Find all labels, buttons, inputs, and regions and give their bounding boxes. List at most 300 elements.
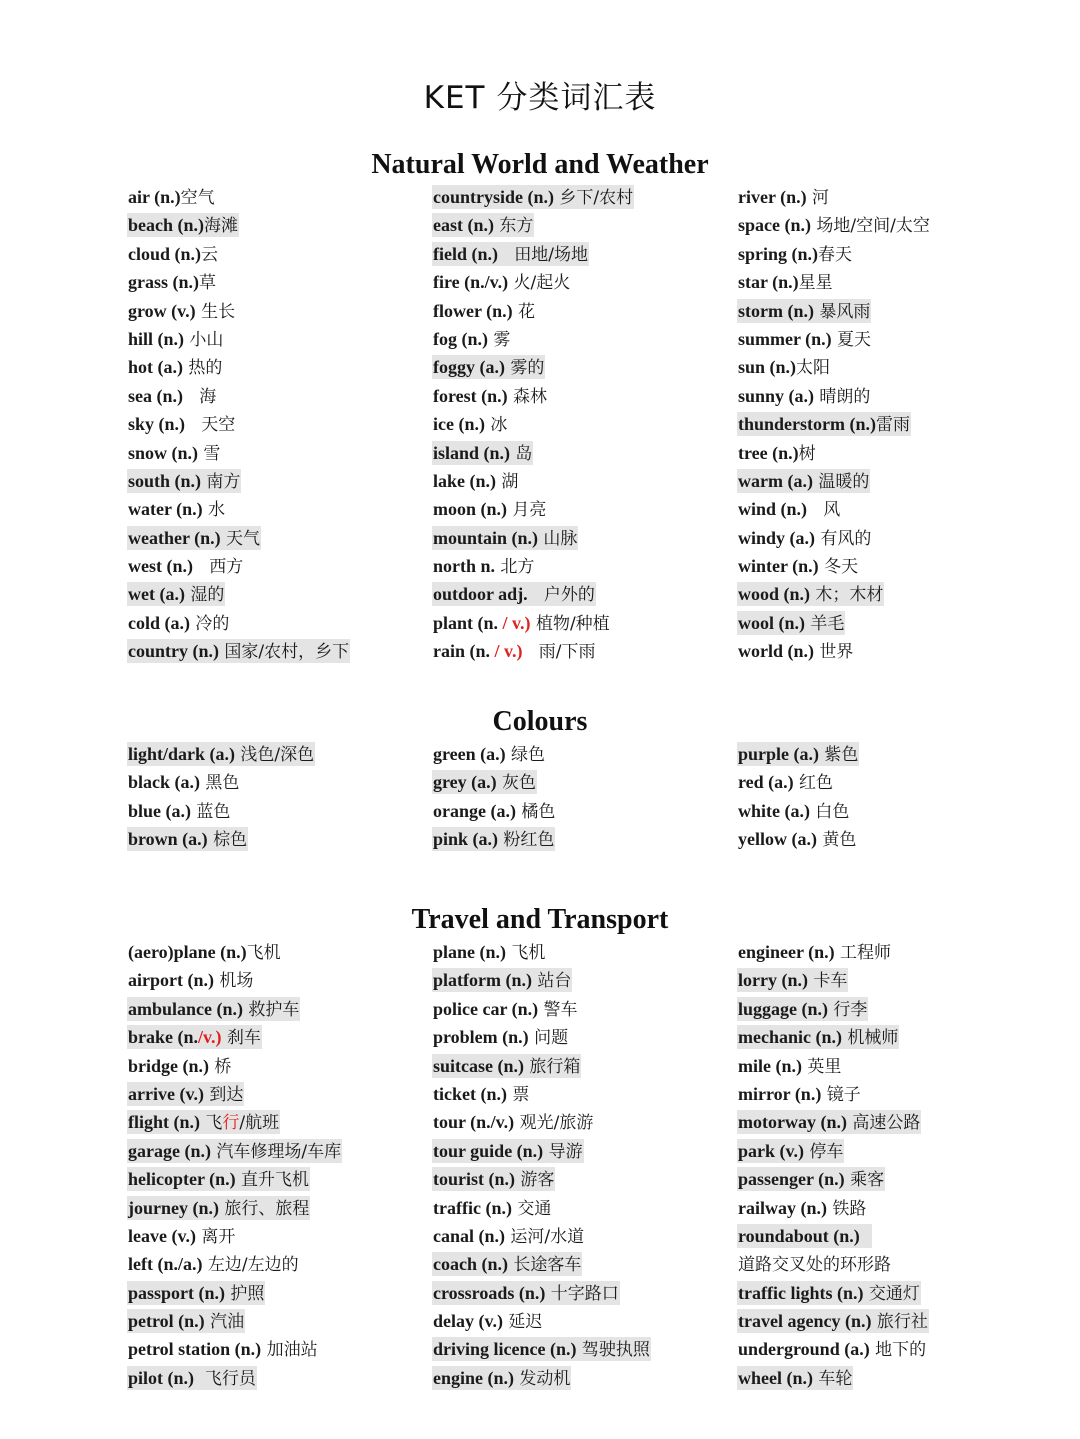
english-term: yellow (a.) bbox=[738, 829, 817, 850]
vocab-entry bbox=[127, 299, 350, 327]
vocab-entry bbox=[127, 1167, 342, 1195]
chinese-meaning: 雾的 bbox=[504, 358, 545, 379]
vocab-entry bbox=[127, 384, 350, 412]
vocab-entry bbox=[432, 355, 634, 383]
word bbox=[127, 968, 254, 992]
highlighted-word bbox=[432, 526, 578, 550]
chinese-meaning: 湿的 bbox=[184, 585, 225, 606]
word bbox=[432, 270, 571, 294]
chinese-meaning: 飞机 bbox=[246, 943, 281, 963]
chinese-meaning: 热的 bbox=[183, 358, 223, 379]
english-term: red (a.) bbox=[738, 772, 794, 793]
word bbox=[127, 611, 230, 635]
word bbox=[737, 384, 871, 408]
word bbox=[737, 827, 857, 851]
highlighted-word bbox=[127, 1366, 257, 1390]
english-term: orange (a.) bbox=[433, 800, 516, 821]
vocab-entry bbox=[432, 1366, 651, 1394]
chinese-meaning: 世界 bbox=[814, 642, 854, 663]
word bbox=[432, 1110, 594, 1134]
english-term: wheel (n.) bbox=[738, 1367, 813, 1388]
english-term: forest (n.) bbox=[433, 385, 508, 406]
chinese-meaning: 户外的 bbox=[527, 585, 595, 606]
vocab-entry bbox=[737, 384, 931, 412]
english-term: rain (n. bbox=[433, 641, 495, 662]
vocab-entry bbox=[432, 299, 634, 327]
vocab-entry bbox=[127, 639, 350, 667]
word bbox=[737, 1054, 842, 1078]
chinese-meaning: 温暖的 bbox=[812, 471, 870, 492]
english-term: leave (v.) bbox=[128, 1225, 196, 1246]
chinese-meaning: 刹车 bbox=[221, 1028, 261, 1049]
word bbox=[432, 327, 511, 351]
chinese-meaning: 羊毛 bbox=[805, 613, 845, 634]
page-title: KET 分类词汇表 bbox=[423, 80, 657, 116]
english-term: brake (n. bbox=[128, 1027, 199, 1048]
english-term: river (n.) bbox=[738, 187, 807, 207]
chinese-meaning: 有风的 bbox=[815, 528, 872, 549]
chinese-meaning: 夏天 bbox=[831, 329, 872, 350]
vocab-entry bbox=[432, 1252, 651, 1280]
chinese-meaning: 东方 bbox=[494, 216, 534, 237]
english-term: passenger (n.) bbox=[738, 1169, 845, 1190]
chinese-meaning: 到达 bbox=[203, 1084, 244, 1105]
chinese-meaning-extra: /航班 bbox=[239, 1113, 280, 1134]
vocab-entry bbox=[737, 799, 859, 827]
vocab-entry bbox=[432, 1224, 651, 1252]
english-term: black (a.) bbox=[128, 772, 200, 793]
chinese-meaning: 工程师 bbox=[834, 943, 892, 963]
vocab-entry bbox=[737, 1025, 929, 1053]
chinese-meaning: 冬天 bbox=[818, 557, 859, 578]
vocab-entry bbox=[737, 526, 931, 554]
english-term: mountain (n.) bbox=[433, 527, 539, 548]
english-term: brown (a.) bbox=[128, 829, 208, 850]
english-term: grow (v.) bbox=[128, 300, 196, 321]
word bbox=[737, 242, 853, 266]
chinese-meaning: 红色 bbox=[793, 773, 834, 794]
vocab-entry bbox=[127, 412, 350, 440]
english-term: mile (n.) bbox=[738, 1055, 802, 1076]
english-term: ambulance (n.) bbox=[128, 998, 244, 1019]
highlighted-word bbox=[737, 611, 845, 635]
part-of-speech-highlight: / v.) bbox=[494, 641, 523, 662]
vocab-column-2 bbox=[432, 742, 556, 856]
english-term: travel agency (n.) bbox=[738, 1311, 872, 1332]
vocab-entry bbox=[432, 582, 634, 610]
chinese-meaning: 橘色 bbox=[515, 801, 556, 822]
vocab-entry bbox=[737, 827, 859, 855]
english-term: driving licence (n.) bbox=[433, 1339, 577, 1360]
vocab-entry bbox=[737, 469, 931, 497]
english-term: garage (n.) bbox=[128, 1140, 211, 1161]
vocab-entry bbox=[432, 1281, 651, 1309]
highlighted-word bbox=[737, 412, 911, 436]
vocab-entry bbox=[737, 185, 931, 213]
vocab-entry bbox=[127, 242, 350, 270]
highlighted-word bbox=[737, 1281, 921, 1305]
vocab-entry bbox=[737, 1224, 929, 1252]
english-term: plane (n.) bbox=[433, 942, 507, 962]
highlighted-word bbox=[432, 770, 537, 794]
chinese-meaning: 机械师 bbox=[841, 1028, 899, 1049]
english-term: hot (a.) bbox=[128, 357, 183, 378]
chinese-meaning: 护照 bbox=[225, 1283, 265, 1304]
vocab-entry bbox=[127, 185, 350, 213]
chinese-meaning: 镜子 bbox=[821, 1084, 861, 1105]
english-term: light/dark (a.) bbox=[128, 744, 236, 764]
vocab-entry bbox=[737, 1252, 929, 1280]
vocab-entry bbox=[432, 185, 634, 213]
english-term: grass (n.) bbox=[128, 272, 199, 293]
highlighted-word bbox=[127, 997, 300, 1021]
vocab-entry bbox=[127, 355, 350, 383]
english-term: traffic lights (n.) bbox=[738, 1282, 864, 1303]
english-term: field (n.) bbox=[433, 243, 498, 264]
vocab-entry bbox=[127, 554, 350, 582]
english-term: railway (n.) bbox=[738, 1197, 827, 1218]
section-heading: Travel and Transport bbox=[411, 904, 669, 935]
english-term: north n. bbox=[433, 556, 496, 577]
vocab-entry bbox=[127, 968, 342, 996]
chinese-meaning: 粉红色 bbox=[498, 830, 555, 851]
chinese-meaning: 花 bbox=[512, 301, 536, 322]
english-term: left (n./a.) bbox=[128, 1254, 203, 1275]
chinese-meaning: 高速公路 bbox=[846, 1113, 921, 1134]
highlighted-word bbox=[737, 582, 884, 606]
chinese-meaning: 观光/旅游 bbox=[514, 1113, 594, 1134]
chinese-meaning: 木；木材 bbox=[810, 585, 884, 606]
english-term: pink (a.) bbox=[433, 829, 499, 850]
english-term: police car (n.) bbox=[433, 998, 539, 1019]
vocab-entry bbox=[432, 742, 556, 770]
chinese-meaning: 救护车 bbox=[243, 999, 300, 1020]
word bbox=[737, 639, 854, 663]
chinese-meaning: 站台 bbox=[531, 971, 572, 992]
vocab-column-3 bbox=[737, 742, 859, 856]
word bbox=[432, 497, 547, 521]
chinese-meaning: 发动机 bbox=[514, 1368, 571, 1389]
highlighted-word bbox=[432, 1167, 555, 1191]
english-term: storm (n.) bbox=[738, 300, 814, 321]
english-term: mechanic (n.) bbox=[738, 1027, 842, 1048]
vocab-entry bbox=[737, 1196, 929, 1224]
chinese-meaning: 湖 bbox=[496, 471, 519, 492]
chinese-meaning: 草 bbox=[199, 273, 216, 294]
english-term: petrol (n.) bbox=[128, 1311, 205, 1332]
chinese-meaning: 道路交叉处的环形路 bbox=[738, 1255, 891, 1276]
vocab-entry bbox=[127, 327, 350, 355]
english-term: world (n.) bbox=[738, 641, 814, 662]
part-of-speech-highlight: / v.) bbox=[502, 612, 531, 633]
chinese-meaning: 票 bbox=[506, 1084, 530, 1105]
highlighted-word bbox=[432, 1054, 581, 1078]
english-term: summer (n.) bbox=[738, 328, 832, 349]
highlighted-word bbox=[127, 827, 248, 851]
english-term: fog (n.) bbox=[433, 328, 488, 349]
highlighted-word bbox=[737, 299, 871, 323]
chinese-meaning: 森林 bbox=[507, 386, 548, 407]
section-colours bbox=[0, 702, 1080, 872]
english-term: space (n.) bbox=[738, 215, 811, 236]
highlighted-word bbox=[432, 1281, 620, 1305]
vocab-entry bbox=[737, 1281, 929, 1309]
word bbox=[737, 770, 834, 794]
highlighted-word bbox=[432, 185, 634, 209]
word bbox=[432, 412, 508, 436]
chinese-meaning: 树 bbox=[798, 443, 816, 464]
word bbox=[127, 441, 221, 465]
highlighted-word bbox=[432, 242, 589, 266]
chinese-meaning: 西方 bbox=[193, 557, 244, 578]
english-term: wood (n.) bbox=[738, 584, 811, 605]
word bbox=[737, 1082, 862, 1106]
chinese-meaning: 运河/水道 bbox=[505, 1226, 585, 1247]
english-term: pilot (n.) bbox=[128, 1367, 195, 1388]
word bbox=[432, 1224, 585, 1248]
english-term: lorry (n.) bbox=[738, 970, 808, 991]
chinese-meaning: 蓝色 bbox=[191, 801, 231, 822]
english-term: motorway (n.) bbox=[738, 1112, 847, 1133]
vocab-entry bbox=[432, 940, 651, 968]
english-term: winter (n.) bbox=[738, 556, 819, 577]
word bbox=[432, 1196, 552, 1220]
vocab-entry bbox=[737, 770, 859, 798]
word bbox=[737, 497, 841, 521]
english-term: flower (n.) bbox=[433, 300, 513, 321]
section-heading: Natural World and Weather bbox=[371, 149, 709, 180]
highlighted-word bbox=[432, 827, 555, 851]
english-term: island (n.) bbox=[433, 442, 511, 463]
vocab-entry bbox=[737, 1054, 929, 1082]
chinese-meaning: 飞 bbox=[200, 1113, 223, 1134]
highlighted-word bbox=[737, 1224, 872, 1248]
highlighted-word bbox=[432, 1366, 571, 1390]
word bbox=[127, 554, 244, 578]
word bbox=[127, 1337, 319, 1361]
vocab-entry bbox=[737, 639, 931, 667]
word bbox=[127, 270, 217, 294]
vocab-entry bbox=[737, 554, 931, 582]
vocab-column-1 bbox=[127, 940, 342, 1394]
word bbox=[127, 1224, 236, 1248]
english-term: helicopter (n.) bbox=[128, 1169, 236, 1190]
english-term: grey (a.) bbox=[433, 772, 497, 793]
chinese-meaning: 车轮 bbox=[813, 1368, 853, 1389]
chinese-meaning: 游客 bbox=[515, 1170, 555, 1191]
chinese-meaning: 长途客车 bbox=[508, 1255, 582, 1276]
word bbox=[127, 1252, 300, 1276]
word bbox=[127, 327, 224, 351]
vocab-entry bbox=[432, 827, 556, 855]
chinese-meaning: 水 bbox=[202, 500, 226, 521]
vocab-entry bbox=[127, 1281, 342, 1309]
chinese-meaning: 灰色 bbox=[496, 773, 537, 794]
word bbox=[127, 770, 240, 794]
vocab-entry bbox=[432, 270, 634, 298]
highlighted-word bbox=[127, 1082, 244, 1106]
vocab-entry bbox=[127, 742, 315, 770]
vocab-entry bbox=[432, 213, 634, 241]
vocab-entry bbox=[127, 827, 315, 855]
chinese-meaning: 驾驶执照 bbox=[576, 1340, 650, 1361]
chinese-meaning: 暴风雨 bbox=[813, 301, 871, 322]
english-term: green (a.) bbox=[433, 744, 506, 764]
chinese-meaning: 机场 bbox=[213, 971, 254, 992]
vocab-entry bbox=[432, 639, 634, 667]
english-term: traffic (n.) bbox=[433, 1197, 512, 1218]
english-term: petrol station (n.) bbox=[128, 1339, 262, 1360]
chinese-meaning: 棕色 bbox=[207, 830, 248, 851]
word bbox=[737, 799, 850, 823]
english-term: platform (n.) bbox=[433, 970, 532, 991]
vocab-entry bbox=[127, 213, 350, 241]
word bbox=[432, 799, 556, 823]
chinese-meaning: 地下的 bbox=[869, 1340, 927, 1361]
chinese-meaning: 春天 bbox=[818, 244, 853, 265]
word bbox=[737, 554, 859, 578]
english-term: engine (n.) bbox=[433, 1367, 514, 1388]
vocab-entry bbox=[737, 1366, 929, 1394]
chinese-meaning: 北方 bbox=[495, 557, 535, 578]
highlighted-word bbox=[127, 1025, 262, 1049]
highlighted-word bbox=[432, 582, 596, 606]
english-term: purple (a.) bbox=[738, 744, 819, 764]
english-term: warm (a.) bbox=[738, 470, 813, 491]
english-term: fire (n./v.) bbox=[433, 272, 509, 293]
vocab-entry bbox=[127, 1337, 342, 1365]
section-travel-transport bbox=[0, 900, 1080, 1410]
english-term: crossroads (n.) bbox=[433, 1282, 546, 1303]
english-term: cold (a.) bbox=[128, 612, 190, 633]
word bbox=[127, 185, 216, 209]
vocab-entry bbox=[432, 1167, 651, 1195]
vocab-column-3 bbox=[737, 940, 929, 1394]
highlighted-word bbox=[127, 639, 350, 663]
english-term: bridge (n.) bbox=[128, 1055, 209, 1076]
word bbox=[737, 355, 831, 379]
chinese-meaning: 风 bbox=[807, 500, 841, 521]
chinese-meaning: 岛 bbox=[510, 443, 533, 464]
vocab-entry bbox=[432, 554, 634, 582]
english-term: coach (n.) bbox=[433, 1254, 508, 1275]
highlighted-word bbox=[432, 1139, 584, 1163]
chinese-meaning: 黄色 bbox=[816, 830, 857, 851]
word bbox=[127, 299, 236, 323]
english-term: tour (n./v.) bbox=[433, 1112, 515, 1133]
english-term: roundabout (n.) bbox=[738, 1225, 860, 1246]
chinese-meaning: 行李 bbox=[828, 999, 868, 1020]
word bbox=[737, 1252, 892, 1276]
english-term: sky (n.) bbox=[128, 414, 186, 435]
vocab-entry bbox=[737, 327, 931, 355]
vocab-entry bbox=[737, 1139, 929, 1167]
word bbox=[737, 526, 872, 550]
english-term: passport (n.) bbox=[128, 1282, 226, 1303]
chinese-meaning: 桥 bbox=[209, 1056, 232, 1077]
word bbox=[127, 242, 219, 266]
highlighted-word bbox=[432, 213, 534, 237]
english-term: east (n.) bbox=[433, 215, 494, 236]
chinese-meaning: 警车 bbox=[538, 999, 578, 1020]
vocab-entry bbox=[432, 412, 634, 440]
english-term: tree (n.) bbox=[738, 442, 799, 463]
chinese-meaning: 场地/空间/太空 bbox=[811, 216, 930, 237]
chinese-meaning: 冰 bbox=[484, 415, 508, 436]
word bbox=[127, 1054, 232, 1078]
vocab-entry bbox=[737, 270, 931, 298]
word bbox=[432, 611, 611, 635]
english-term: mirror (n.) bbox=[738, 1083, 822, 1104]
vocab-entry bbox=[432, 1139, 651, 1167]
word bbox=[737, 1196, 867, 1220]
english-term: problem (n.) bbox=[433, 1027, 529, 1048]
english-term: journey (n.) bbox=[128, 1197, 219, 1218]
english-term: thunderstorm (n.) bbox=[738, 414, 876, 435]
word bbox=[432, 1025, 569, 1049]
english-term: foggy (a.) bbox=[433, 357, 505, 378]
chinese-meaning: 海 bbox=[183, 386, 217, 407]
vocab-entry bbox=[127, 997, 342, 1025]
vocab-entry bbox=[737, 441, 931, 469]
vocab-entry bbox=[737, 968, 929, 996]
english-term: countryside (n.) bbox=[433, 187, 554, 207]
chinese-meaning: 直升飞机 bbox=[235, 1170, 310, 1191]
vocab-entry bbox=[127, 1139, 342, 1167]
vocab-entry bbox=[432, 1196, 651, 1224]
highlighted-word bbox=[432, 441, 533, 465]
chinese-meaning: 月亮 bbox=[507, 500, 547, 521]
highlighted-word bbox=[737, 968, 848, 992]
chinese-meaning: 空气 bbox=[180, 188, 215, 208]
vocab-entry bbox=[432, 1025, 651, 1053]
highlighted-word bbox=[737, 742, 859, 766]
chinese-meaning: 紫色 bbox=[819, 745, 859, 765]
vocab-entry bbox=[432, 611, 634, 639]
chinese-meaning: 旅行、旅程 bbox=[219, 1198, 310, 1219]
word bbox=[127, 497, 226, 521]
chinese-meaning: 黑色 bbox=[200, 773, 240, 794]
english-term: snow (n.) bbox=[128, 442, 199, 463]
vocab-entry bbox=[432, 1054, 651, 1082]
vocab-entry bbox=[432, 1309, 651, 1337]
english-term: white (a.) bbox=[738, 800, 810, 821]
chinese-meaning: 雨/下雨 bbox=[522, 642, 596, 663]
highlighted-word bbox=[432, 1252, 582, 1276]
vocab-entry bbox=[737, 1082, 929, 1110]
chinese-meaning: 英里 bbox=[801, 1056, 842, 1077]
chinese-meaning: 火/起火 bbox=[508, 273, 571, 294]
vocab-entry bbox=[127, 1054, 342, 1082]
chinese-meaning: 卡车 bbox=[807, 971, 848, 992]
word bbox=[737, 441, 817, 465]
english-term: spring (n.) bbox=[738, 243, 819, 264]
vocab-entry bbox=[432, 242, 634, 270]
vocab-entry bbox=[737, 242, 931, 270]
english-term: sea (n.) bbox=[128, 385, 183, 406]
vocab-entry bbox=[127, 1196, 342, 1224]
highlighted-word bbox=[127, 742, 315, 766]
chinese-meaning: 十字路口 bbox=[545, 1283, 619, 1304]
vocab-entry bbox=[127, 611, 350, 639]
vocab-entry bbox=[432, 1337, 651, 1365]
chinese-meaning: 雾 bbox=[488, 329, 511, 350]
chinese-meaning: 白色 bbox=[809, 801, 850, 822]
vocab-entry bbox=[432, 968, 651, 996]
word bbox=[432, 940, 546, 964]
english-term: airport (n.) bbox=[128, 970, 214, 991]
highlighted-word bbox=[737, 1139, 844, 1163]
